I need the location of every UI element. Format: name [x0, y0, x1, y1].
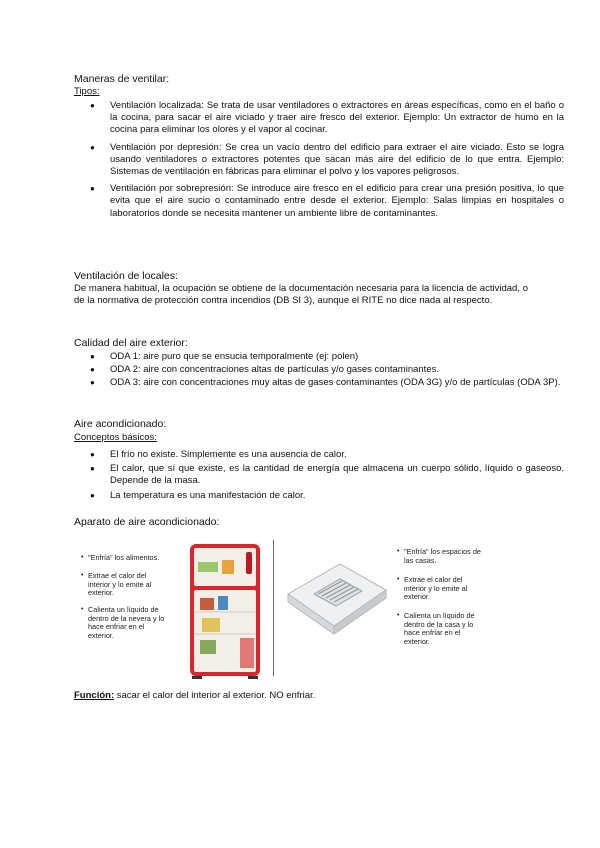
section-title-aparato: Aparato de aire acondicionado: [74, 516, 220, 528]
list-item: ● Ventilación por depresión: Se crea un vacío dentro del edificio para extraer el aire viciado. Esto se logra usando ventiladores o extractores potentes que sacan más aire del edificio de lo que entra. Ejemplo: Sistemas de ventilación en fábricas para eliminar el polvo y los vapores peligrosos. [90, 141, 564, 178]
fridge-note-3: • Calienta un líquido de dentro de la nevera y lo hace enfriar en el exterior. [81, 605, 165, 640]
bullet-icon: ● [90, 142, 95, 152]
bullet-icon: ● [90, 464, 95, 474]
fridge-illustration [188, 542, 264, 680]
section-title-locales: Ventilación de locales: [74, 270, 178, 282]
list-item: ● ODA 3: aire con concentraciones muy altas de gases contaminantes (ODA 3G) y/o de partículas (ODA 3P). [90, 377, 561, 389]
list-item: ● ODA 1: aire puro que se ensucia temporalmente (ej: polen) [90, 351, 359, 362]
bullet-icon: ● [90, 450, 95, 459]
section-title-ventilar: Maneras de ventilar: [74, 73, 170, 85]
tipos-label: Tipos: [74, 86, 100, 97]
section-title-aire: Aire acondicionado: [74, 418, 167, 430]
calidad-list [74, 351, 564, 391]
ac-cassette-illustration [278, 554, 390, 654]
bullet-icon: ● [90, 184, 95, 194]
bullet-icon: ● [90, 490, 95, 500]
funcion-label: Función: [74, 690, 115, 701]
conceptos-list [74, 449, 564, 504]
fridge-note-1: • "Enfría" los alimentos. [81, 553, 160, 562]
conceptos-label: Conceptos básicos: [74, 432, 157, 443]
ac-note-2: • Extrae el calor del interior y lo emite al exterior. [397, 575, 468, 601]
list-item: ● El calor, que sí que existe, es la cantidad de energía que almacena un cuerpo sólido, líquido o gaseoso. Depende de la masa. [90, 463, 564, 487]
list-item: ● El frío no existe. Simplemente es una ausencia de calor. [90, 449, 347, 460]
section-title-calidad: Calidad del aire exterior: [74, 337, 188, 349]
ac-note-3: • Calienta un líquido de dentro de la casa y lo hace enfriar en el exterior. [397, 611, 475, 646]
list-item: ● La temperatura es una manifestación de calor. [90, 489, 306, 501]
funcion-text: sacar el calor del interior al exterior. NO enfriar. [114, 690, 316, 701]
funcion-line [74, 690, 315, 702]
bullet-icon: ● [90, 352, 95, 361]
list-item: ● ODA 2: aire con concentraciones altas de partículas y/o gases contaminantes. [90, 364, 439, 376]
bullet-icon: ● [90, 378, 95, 388]
figure-divider [273, 540, 274, 676]
bullet-icon: ● [90, 365, 95, 375]
ventilar-list [74, 100, 564, 225]
locales-paragraph: De manera habitual, la ocupación se obtiene de la documentación necesaria para la licencia de actividad, o de la normativa de protección contra incendios (DB SI 3), aunque el RITE no dice nada al respecto. [74, 283, 528, 307]
bullet-icon: ● [90, 101, 95, 110]
comparison-figure [78, 536, 528, 684]
ac-note-1: • "Enfría" los espacios de las casas. [397, 547, 481, 565]
fridge-note-2: • Extrae el calor del interior y lo emite al exterior. [81, 571, 152, 597]
list-item: ● Ventilación por sobrepresión: Se introduce aire fresco en el edificio para crear una presión positiva, lo que evita que el aire sucio o contaminado entre desde el exterior. Ejemplo: Salas limpias en hospitales o laboratorios donde se necesita mantener un ambiente libre de contaminantes. [90, 183, 564, 219]
list-item: ● Ventilación localizada: Se trata de usar ventiladores o extractores en áreas específicas, como en el baño o la cocina, para sacar el aire viciado y traer aire fresco del exterior. Ejemplo: Un extractor de humo en la cocina para eliminar los olores y el vapor al cocinar. [90, 100, 564, 136]
